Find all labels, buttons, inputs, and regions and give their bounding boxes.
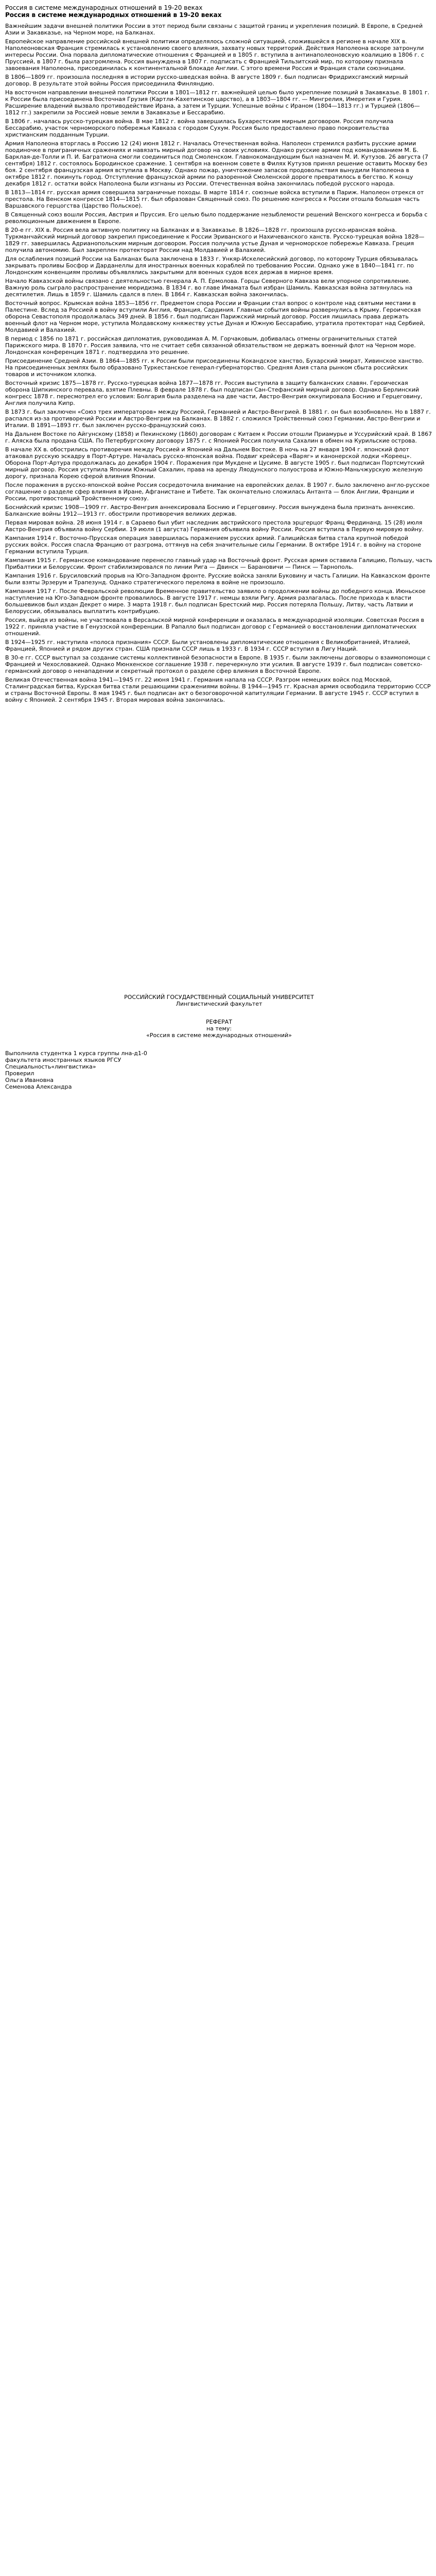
paragraph: Важнейшим задачи внешней политики России в этот период были связаны с защитой границ и укрепления позиций. В Европе, в Средней Азии и Закавказье, на Черном море, на Балканах.: [5, 23, 423, 36]
university-name: РОССИЙСКИЙ ГОСУДАРСТВЕННЫЙ СОЦИАЛЬНЫЙ УНИВЕРСИТЕТ: [124, 994, 314, 1001]
spacer: [5, 1039, 433, 1050]
paragraph: Кампания 1915 г. Германское командование перенесло главный удар на Восточный фронт. Русская армия оставила Галицию, Польшу, часть Прибалтики и Белоруссии. Фронт стабилизировался по линии Рига — Двинск — Барановичи — Пинск — Тарнополь.: [5, 557, 432, 570]
faculty-name: Лингвистический факультет: [176, 1001, 263, 1007]
paragraph: Кампания 1914 г. Восточно-Прусская операция завершилась поражением русских армий. Галицийская битва стала крупной победой русских войск. Россия спасла Францию от разгрома, оттянув на себя значительные силы Германии. В октябре 1914 г. в войну на стороне Германии вступила Турция.: [5, 535, 422, 555]
paragraph: Великая Отечественная война 1941—1945 гг. 22 июня 1941 г. Германия напала на СССР. Разгром немецких войск под Москвой, Сталинградская битва, Курская битва стали решающими сражениями войны. В 1944—1945 гг. Красная армия освободила территорию СССР и страны Восточной Европы. 8 мая 1945 г. был подписан акт о безоговорочной капитуляции Германии. В августе 1945 г. СССР вступил в войну с Японией. 2 сентября 1945 г. Вторая мировая война закончилась.: [5, 676, 431, 703]
paragraph: Восточный вопрос. Крымская война 1853—1856 гг. Предметом спора России и Франции стал вопрос о контроле над святыми местами в Палестине. Вслед за Россией в войну вступили Англия, Франция, Сардиния. Главные события войны развернулись в Крыму. Героическая оборона Севастополя продолжалась 349 дней. В 1856 г. был подписан Парижский мирный договор. Россия лишилась права держать военный флот на Черном море, уступила Молдавскому княжеству устье Дуная и Южную Бессарабию, утратила протекторат над Сербией, Молдавией и Валахией.: [5, 300, 425, 333]
body-text: [5, 23, 433, 703]
paragraph: В начале XX в. обострились противоречия между Россией и Японией на Дальнем Востоке. В ночь на 27 января 1904 г. японский флот атаковал русскую эскадру в Порт-Артуре. Началась русско-японская война. Подвиг крейсера «Варяг» и канонерской лодки «Кореец». Оборона Порт-Артура продолжалась до декабря 1904 г. Поражения при Мукдене и Цусиме. В августе 1905 г. был подписан Портсмутский мирный договор. Россия уступила Японии Южный Сахалин, права на аренду Ляодунского полуострова и Южно-Маньчжурскую железную дорогу, признала Корею сферой влияния Японии.: [5, 446, 425, 480]
paragraph: В 30-е гг. СССР выступал за создание системы коллективной безопасности в Европе. В 1935 г. были заключены договоры о взаимопомощи с Францией и Чехословакией. Однако Мюнхенское соглашение 1938 г. перечеркнуло эти усилия. В августе 1939 г. был подписан советско-германский договор о ненападении и секретный протокол о разделе сфер влияния в Восточной Европе.: [5, 654, 431, 674]
on-theme: на тему:: [206, 1025, 232, 1032]
paragraph: На Дальнем Востоке по Айгунскому (1858) и Пекинскому (1860) договорам с Китаем к России отошли Приамурье и Уссурийский край. В 1867 г. Аляска была продана США. По Петербургскому договору 1875 г. с Японией Россия получила Сахалин в обмен на Курильские острова.: [5, 431, 432, 444]
paragraph: В 1813—1814 гг. русская армия совершила заграничные походы. В марте 1814 г. союзные войска вступили в Париж. Наполеон отрекся от престола. На Венском конгрессе 1814—1815 гг. был образован Священный союз. По решению конгресса к России отошла большая часть Варшавского герцогства (Царство Польское).: [5, 189, 424, 209]
document-subtitle: Россия в системе международных отношений в 19-20 веках: [5, 11, 222, 19]
paragraph: Россия, выйдя из войны, не участвовала в Версальской мирной конференции и оказалась в международной изоляции. Советская Россия в 1922 г. приняла участие в Генуэзской конференции. В Рапалло был подписан договор с Германией о восстановлении дипломатических отношений.: [5, 617, 424, 637]
paragraph: В 1924—1925 гг. наступила «полоса признания» СССР. Были установлены дипломатические отношения с Великобританией, Италией, Францией, Японией и рядом других стран. США признали СССР лишь в 1933 г. В 1934 г. СССР вступил в Лигу Наций.: [5, 639, 411, 652]
spacer: [5, 1007, 433, 1019]
paragraph: В 1873 г. был заключен «Союз трех императоров» между Россией, Германией и Австро-Венгрией. В 1881 г. он был возобновлен. Но в 1887 г. распался из-за противоречий России и Австро-Венгрии на Балканах. В 1882 г. сложился Тройственный союз Германии, Австро-Венгрии и Италии. В 1891—1893 гг. был заключен русско-французский союз.: [5, 409, 431, 429]
title-page: [5, 994, 433, 1039]
paragraph: Восточный кризис 1875—1878 гг. Русско-турецкая война 1877—1878 гг. Россия выступила в защиту балканских славян. Героическая оборона Шипкинского перевала, взятие Плевны. В феврале 1878 г. был подписан Сан-Стефанский мирный договор. Однако Берлинский конгресс 1878 г. пересмотрел его условия: Болгария была разделена на две части, Австро-Венгрия оккупировала Боснию и Герцеговину, Англия получила Кипр.: [5, 380, 423, 406]
teacher-name: Ольга Ивановна: [5, 1077, 54, 1083]
document-page: [0, 0, 436, 1094]
paragraph: Боснийский кризис 1908—1909 гг. Австро-Венгрия аннексировала Боснию и Герцеговину. Россия вынуждена была признать аннексию. Балканские войны 1912—1913 гг. обострили противоречия великих держав.: [5, 504, 415, 517]
paragraph: В 1806—1809 гг. произошла последняя в истории русско-шведская война. В августе 1809 г. был подписан Фридрихсгамский мирный договор. В результате этой войны Россия присоединила Финляндию.: [5, 74, 408, 87]
paragraph: Для ослабления позиций России на Балканах была заключена в 1833 г. Ункяр-Искелесийский договор, по которому Турция обязывалась закрывать проливы Босфор и Дарданеллы для иностранных военных кораблей по требованию России. Однако уже в 1840—1841 гг. по Лондонским конвенциям проливы объявлялись закрытыми для военных судов всех держав в мирное время.: [5, 256, 418, 276]
paragraph: Начало Кавказской войны связано с деятельностью генерала А. П. Ермолова. Горцы Северного Кавказа вели упорное сопротивление. Важную роль сыграло распространение мюридизма. В 1834 г. во главе Имамата был избран Шамиль. Кавказская война затянулась на десятилетия. Лишь в 1859 г. Шамиль сдался в плен. В 1864 г. Кавказская война закончилась.: [5, 278, 413, 298]
student-name: Семенова Александра: [5, 1083, 72, 1090]
paragraph: В Священный союз вошли Россия, Австрия и Пруссия. Его целью было поддержание незыблемости решений Венского конгресса и борьба с революционным движением в Европе.: [5, 211, 428, 225]
topic: «Россия в системе международных отношений»: [146, 1032, 292, 1039]
paragraph: Армия Наполеона вторглась в Россию 12 (24) июня 1812 г. Началась Отечественная война. Наполеон стремился разбить русские армии поодиночке в приграничных сражениях и навязать мирный договор на своих условиях. Однако русские армии под командованием М. Б. Барклая-де-Толли и П. И. Багратиона смогли соединиться под Смоленском. Главнокомандующим был назначен М. И. Кутузов. 26 августа (7 сентября) 1812 г. состоялось Бородинское сражение. 1 сентября на военном совете в Филях Кутузов принял решение оставить Москву без боя. 2 сентября французская армия вступила в Москву. Однако пожар, уничтожение запасов продовольствия вынудили Наполеона в октябре 1812 г. покинуть город. Отступление французской армии по разоренной Смоленской дороге превратилось в бегство. К концу декабря 1812 г. остатки войск Наполеона были изгнаны из России. Отечественная война закончилась победой русского народа.: [5, 140, 428, 187]
doc-type: РЕФЕРАТ: [206, 1019, 232, 1025]
paragraph: Первая мировая война. 28 июня 1914 г. в Сараево был убит наследник австрийского престола эрцгерцог Франц Фердинанд. 15 (28) июля Австро-Венгрия объявила войну Сербии. 19 июля (1 августа) Германия объявила войну России. Россия вступила в Первую мировую войну.: [5, 519, 424, 533]
performed-by: Выполнила студентка 1 курса группы лна-д1-0: [5, 1050, 147, 1057]
faculty-line: факультета иностранных языков РГСУ: [5, 1057, 121, 1063]
page-gap: [5, 705, 433, 994]
paragraph: После поражения в русско-японской войне Россия сосредоточила внимание на европейских делах. В 1907 г. было заключено англо-русское соглашение о разделе сфер влияния в Иране, Афганистане и Тибете. Так окончательно сложилась Антанта — блок Англии, Франции и России, противостоящий Тройственному союзу.: [5, 482, 430, 502]
paragraph: Кампания 1917 г. После Февральской революции Временное правительство заявило о продолжении войны до победного конца. Июньское наступление на Юго-Западном фронте провалилось. В августе 1917 г. немцы взяли Ригу. Армия разлагалась. После прихода к власти большевиков был издан Декрет о мире. 3 марта 1918 г. был подписан Брестский мир. Россия потеряла Польшу, Литву, часть Латвии и Белоруссии, обязывалась выплатить контрибуцию.: [5, 588, 426, 615]
paragraph: Европейское направление российской внешней политики определялось сложной ситуацией, сложившейся в регионе в начале XIX в. Наполеоновская Франция стремилась к установлению своего влияния, захвату новых территорий. Действия Наполеона вскоре затронули интересы России. Она порвала дипломатические отношения с Францией и в 1805 г. вступила в антинаполеоновскую коалицию в 1806 г. с Пруссией, в 1807 г. была разгромлена. Россия вынуждена в 1807 г. подписать с Францией Тильзитский мир, по которому признала завоевания Наполеона, присоединилась к континентальной блокаде Англии. С этого времени Россия и Франция стали союзницами.: [5, 38, 424, 72]
paragraph: На восточном направлении внешней политики России в 1801—1812 гг. важнейшей целью было укрепление позиций в Закавказье. В 1801 г. к России была присоединена Восточная Грузия (Картли-Кахетинское царство), а в 1803—1804 гг. — Мингрелия, Имеретия и Гурия. Расширение владений вызвало противодействие Ирана, а затем и Турции. Успешные войны с Ираном (1804—1813 гг.) и Турцией (1806—1812 гг.) закрепили за Россией новые земли в Закавказье и Бессарабию.: [5, 89, 430, 116]
author-block: [5, 1050, 433, 1090]
paragraph: Кампания 1916 г. Брусиловский прорыв на Юго-Западном фронте. Русские войска заняли Буковину и часть Галиции. На Кавказском фронте были взяты Эрзерум и Трапезунд. Однако стратегического перелома в войне не произошло.: [5, 572, 430, 586]
document-title: Россия в системе международных отношений в 19-20 веках: [5, 4, 203, 11]
paragraph: В 20-е гг. XIX в. Россия вела активную политику на Балканах и в Закавказье. В 1826—1828 гг. произошла русско-иранская война. Туркманчайский мирный договор закрепил присоединение к России Эриванского и Нахичеванского ханств. Русско-турецкая война 1828—1829 гг. завершилась Адрианопольским мирным договором. Россия получила устье Дуная и черноморское побережье Кавказа. Греция получила автономию. Был закреплен протекторат России над Молдавией и Валахией.: [5, 227, 425, 253]
paragraph: В 1806 г. началась русско-турецкая война. В мае 1812 г. война завершилась Бухарестским мирным договором. Россия получила Бессарабию, участок черноморского побережья Кавказа с городом Сухум. Россия было предоставлено право покровительства христианским подданным Турции.: [5, 118, 394, 138]
paragraph: В период с 1856 по 1871 г. российская дипломатия, руководимая А. М. Горчаковым, добивалась отмены ограничительных статей Парижского мира. В 1870 г. Россия заявила, что не считает себя связанной обязательством не держать военный флот на Черном море. Лондонская конференция 1871 г. подтвердила это решение.: [5, 335, 416, 355]
paragraph: Присоединение Средней Азии. В 1864—1885 гг. к России были присоединены Кокандское ханство, Бухарский эмират, Хивинское ханство. На присоединенных землях было образовано Туркестанское генерал-губернаторство. Средняя Азия стала рынком сбыта российских товаров и источником хлопка.: [5, 358, 424, 378]
checked-by: Проверил: [5, 1070, 34, 1077]
speciality: Специальность«лингвистика»: [5, 1063, 96, 1070]
